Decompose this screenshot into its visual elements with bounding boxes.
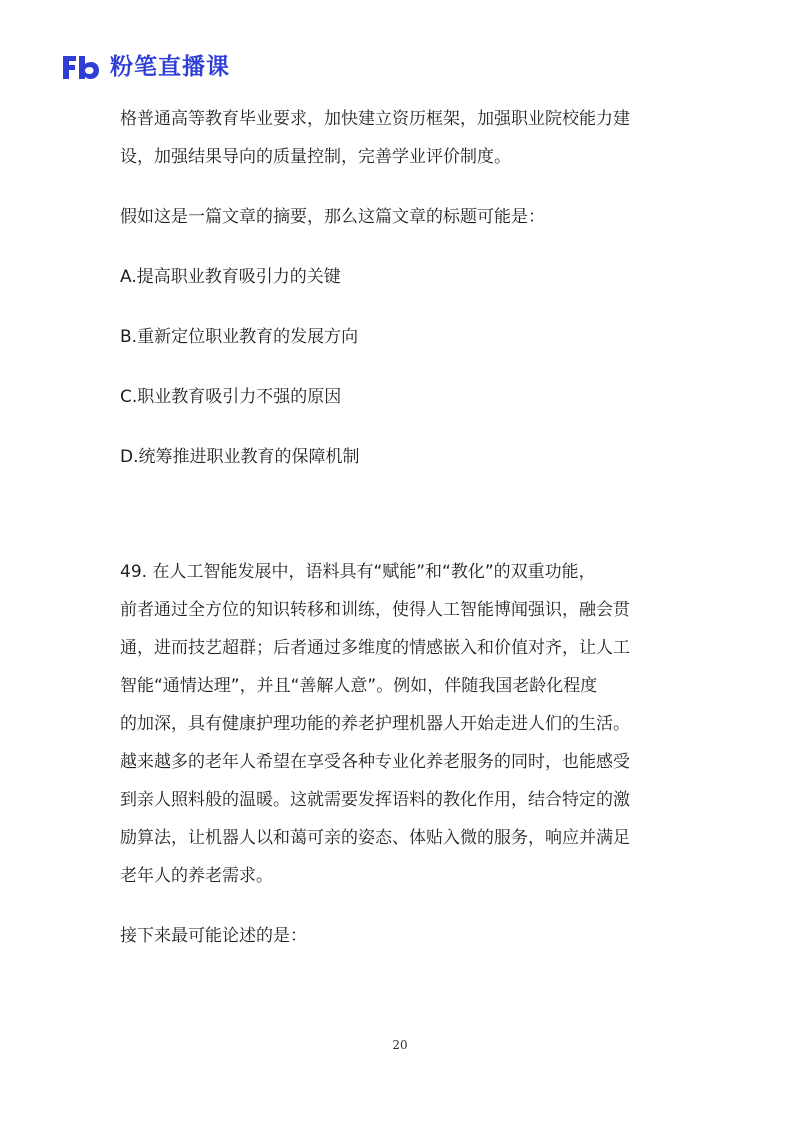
option-c: C.职业教育吸引力不强的原因	[120, 387, 342, 407]
question-49-stem	[120, 553, 680, 895]
question-49-line: 智能“通情达理”，并且“善解人意”。例如，伴随我国老龄化程度	[120, 676, 598, 696]
question-49-line: 越来越多的老年人希望在享受各种专业化养老服务的同时，也能感受	[120, 752, 630, 772]
question-49-line: 励算法，让机器人以和蔼可亲的姿态、体贴入微的服务，响应并满足	[120, 828, 630, 848]
page-header	[60, 50, 230, 84]
option-d: D.统筹推进职业教育的保障机制	[120, 447, 360, 467]
fenbi-logo-icon	[60, 52, 102, 82]
option-a: A.提高职业教育吸引力的关键	[120, 267, 341, 287]
page-number: 20	[392, 1038, 408, 1052]
question-49-line: 49. 在人工智能发展中，语料具有“赋能”和“教化”的双重功能，	[120, 562, 596, 582]
question-49-prompt: 接下来最可能论述的是：	[120, 926, 307, 946]
question-49-line: 前者通过全方位的知识转移和训练，使得人工智能博闻强识，融会贯	[120, 600, 630, 620]
option-b: B.重新定位职业教育的发展方向	[120, 327, 359, 347]
question-49-line: 老年人的养老需求。	[120, 866, 273, 886]
page-content	[120, 100, 680, 955]
question-48-prompt: 假如这是一篇文章的摘要，那么这篇文章的标题可能是：	[120, 207, 545, 227]
passage-line: 格普通高等教育毕业要求，加快建立资历框架，加强职业院校能力建	[120, 109, 630, 129]
question-49-line: 到亲人照料般的温暖。这就需要发挥语料的教化作用，结合特定的激	[120, 790, 630, 810]
passage-line: 设，加强结果导向的质量控制，完善学业评价制度。	[120, 147, 511, 167]
brand-name: 粉笔直播课	[110, 54, 230, 80]
question-49-line: 通，进而技艺超群；后者通过多维度的情感嵌入和价值对齐，让人工	[120, 638, 630, 658]
question-49-line: 的加深，具有健康护理功能的养老护理机器人开始走进人们的生活。	[120, 714, 630, 734]
